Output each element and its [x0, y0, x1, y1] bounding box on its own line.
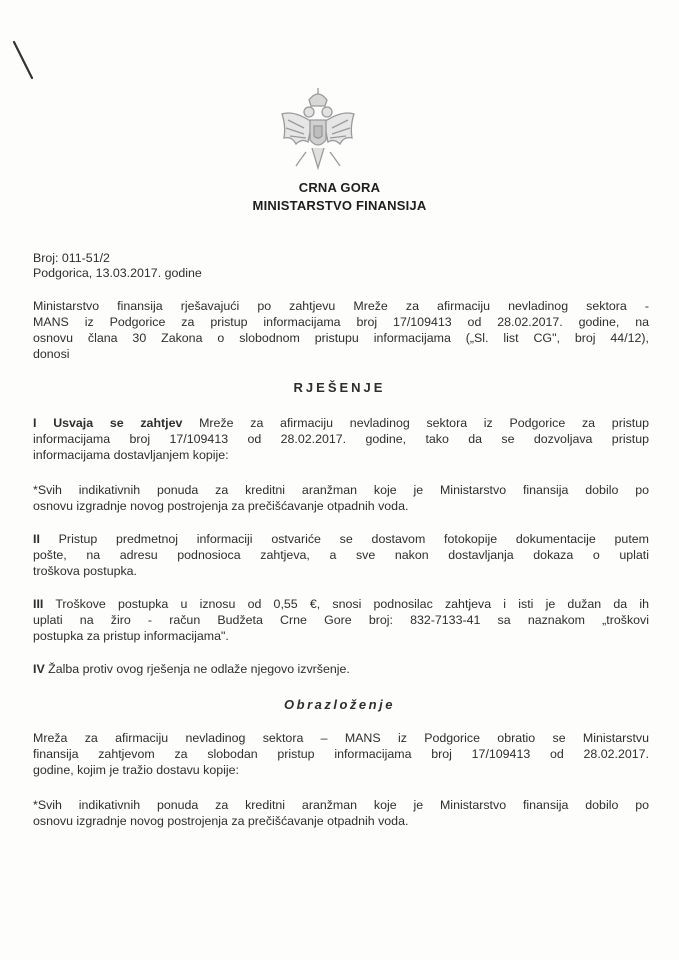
pen-stroke-mark: [10, 38, 40, 88]
intro-line: donosi: [33, 347, 70, 361]
quote-2-line: *Svih indikativnih ponuda za kreditni aranžman koje je Ministarstvo finansija dobilo po: [33, 798, 649, 812]
quote-2-line: osnovu izgradnje novog postrojenja za prečišćavanje otpadnih voda.: [33, 814, 409, 828]
decision-title: [0, 380, 679, 395]
item-4-numeral: IV: [33, 662, 45, 676]
quote-1-line: osnovu izgradnje novog postrojenja za prečišćavanje otpadnih voda.: [33, 499, 409, 513]
place-date: Podgorica, 13.03.2017. godine: [33, 266, 202, 280]
item-1-text: Mreže za afirmaciju nevladinog sektora iz Podgorice za pristup: [199, 416, 649, 430]
reasoning-line: godine, kojim je tražio dostavu kopije:: [33, 763, 239, 777]
intro-line: osnovu člana 30 Zakona o slobodnom pristupu informacijama („Sl. list CG", broj 44/12),: [33, 331, 649, 345]
item-3-numeral: III: [33, 597, 44, 611]
item-2-first-line: [33, 532, 649, 546]
item-2-text: Pristup predmetnoj informaciji ostvariće se dostavom fotokopije dokumentacije putem: [58, 532, 649, 546]
intro-line: Ministarstvo finansija rješavajući po zahtjevu Mreže za afirmaciju nevladinog sektora -: [33, 299, 649, 313]
item-1-first-line: [33, 416, 649, 430]
decision-title-text: RJEŠENJE: [293, 380, 386, 395]
reasoning-line: Mreža za afirmaciju nevladinog sektora – MANS iz Podgorice obratio se Ministarstvu: [33, 731, 649, 745]
item-3-first-line: [33, 597, 649, 611]
item-4-line: [33, 662, 649, 676]
item-4-text: Žalba protiv ovog rješenja ne odlaže njegovo izvršenje.: [48, 662, 350, 676]
item-2-numeral: II: [33, 532, 40, 546]
intro-line: MANS iz Podgorice za pristup informacijama broj 17/109413 od 28.02.2017. godine, na: [33, 315, 649, 329]
item-2-line: pošte, na adresu podnosioca zahtjeva, a sve nakon dostavljanja dokaza o uplati: [33, 548, 649, 562]
item-3-text: Troškove postupka u iznosu od 0,55 €, snosi podnosilac zahtjeva i isti je dužan da ih: [55, 597, 650, 611]
quote-1-line: *Svih indikativnih ponuda za kreditni aranžman koje je Ministarstvo finansija dobilo po: [33, 483, 649, 497]
ministry-heading: MINISTARSTVO FINANSIJA: [252, 198, 427, 213]
item-3-line: uplati na žiro - račun Budžeta Crne Gore broj: 832-7133-41 sa naznakom „troškovi: [33, 613, 649, 627]
country-heading: CRNA GORA: [298, 180, 381, 195]
item-1-line: informacijama broj 17/109413 od 28.02.2017. godine, tako da se dozvoljava pristup: [33, 432, 649, 446]
item-1-numeral: I: [33, 416, 37, 430]
coat-of-arms-icon: [276, 86, 360, 178]
item-2-line: troškova postupka.: [33, 564, 138, 578]
document-number: Broj: 011-51/2: [33, 251, 110, 265]
item-1-bold-lead: Usvaja se zahtjev: [53, 416, 183, 430]
reasoning-title: [0, 697, 679, 712]
reasoning-title-text: Obrazloženje: [284, 697, 395, 712]
reasoning-line: finansija zahtjevom za slobodan pristup informacijama broj 17/109413 od 28.02.2017.: [33, 747, 649, 761]
item-1-line: informacijama dostavljanjem kopije:: [33, 448, 229, 462]
item-3-line: postupka za pristup informacijama".: [33, 629, 229, 643]
